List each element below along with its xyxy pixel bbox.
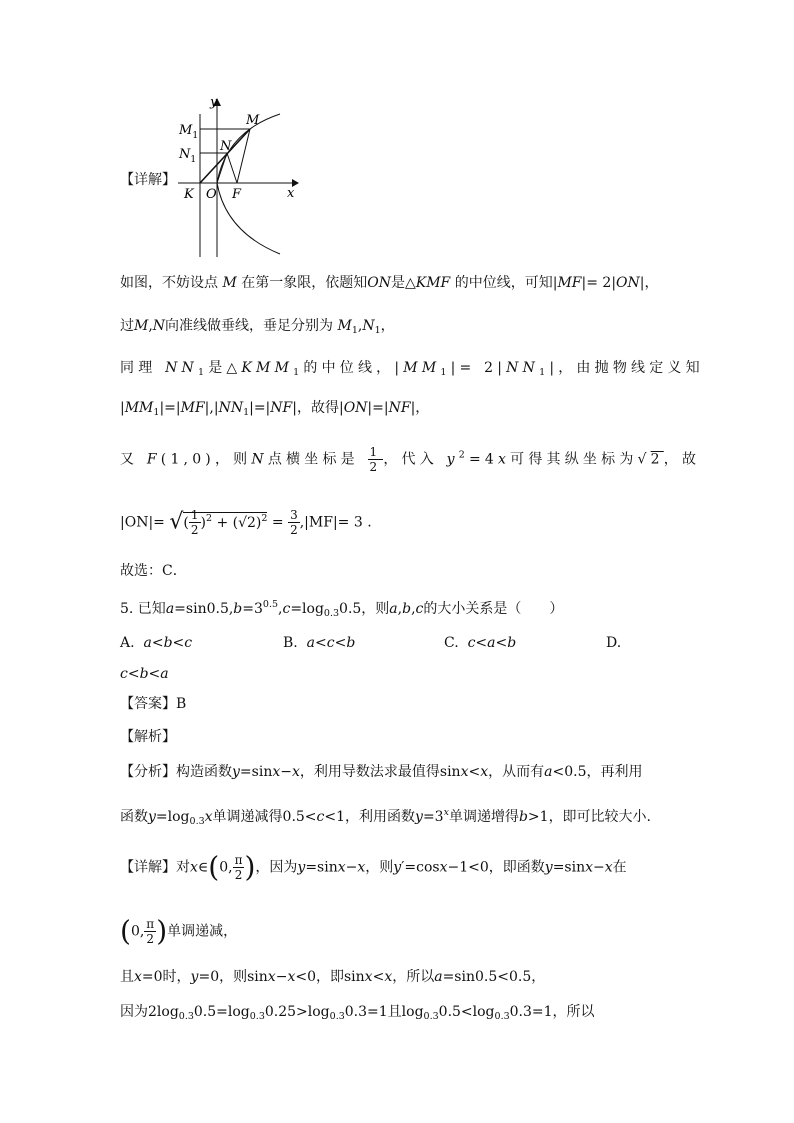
text-line-5: 又 F(1,0)，则N点横坐标是 $\frac{1}{2}$ ，代入 $y^2=4x$可得其纵坐标为√2，故 — [120, 445, 701, 474]
xiangjie-line-3: 且x=0时，y=0，则sinx−x<0，即sinx<x，所以a=sin0.5<0.5， — [120, 969, 546, 985]
option-a: A. a<b<c — [120, 635, 193, 651]
line-NF — [227, 153, 237, 183]
text-line-1: 如图，不妨设点 M 在第一象限，依题知ON是△KMF 的中位线，可知|MF|= 2|ON|， — [120, 275, 659, 291]
analysis-label: 【解析】 — [120, 729, 176, 745]
text-line-6: |ON|= √( $\frac{1}{2}$ )$^2 + (√2)^2$ = $\frac{3}{2}$ ,|MF|= 3 . — [120, 508, 372, 537]
option-b: B. a<c<b — [283, 635, 356, 651]
label-N: N — [220, 139, 232, 154]
text-line-3: 同理 $NN_1$是$\triangle KMM_1$的中位线，$|MM_1|= 2|NN_1|$，由抛物线定义知 — [120, 360, 704, 378]
line-ON — [217, 153, 227, 183]
label-O: O — [206, 187, 217, 202]
fenxi-line-1: 【分析】构造函数y=sinx−x，利用导数法求最值得sinx<x，从而有a<0.5，再利用 — [120, 764, 643, 780]
xiangjie-label: 【详解】 — [120, 172, 176, 188]
line-KM — [200, 129, 250, 183]
label-M1: $M_1$ — [179, 123, 199, 141]
label-N1: $N_1$ — [179, 147, 197, 165]
label-F: F — [232, 187, 242, 202]
xiangjie-line-2: (0, $\frac{\pi}{2}$ )单调递减， — [120, 914, 238, 948]
label-K: K — [184, 187, 194, 202]
xiangjie-line-1: 【详解】对x∈(0, $\frac{\pi}{2}$ )，因为y=sinx−x，则y′=cosx−1<0，即函数y=sinx−x在 — [120, 850, 627, 884]
xiangjie-line-4: 因为$2\log_{0.3}0.5=\log_{0.3}0.25>\log_{0.3}0.3=1$且$\log_{0.3}0.5<\log_{0.3}0.3=1$，所以 — [120, 1004, 595, 1022]
conclusion: 故选：C． — [120, 563, 187, 579]
option-c: C. c<a<b — [444, 635, 517, 651]
label-x: x — [287, 186, 295, 201]
option-d: D. — [606, 635, 622, 651]
option-d-content: c<b<a — [120, 666, 169, 682]
label-y: y — [210, 95, 218, 110]
answer: 【答案】B — [120, 696, 187, 712]
parabola-figure — [170, 92, 350, 262]
label-M: M — [246, 113, 260, 128]
q5-stem: 5. 已知$a=\sin 0.5,b=3^{0.5},c=\log_{0.3}0.5$，则a,b,c的大小关系是（ ） — [120, 599, 564, 619]
text-line-2: 过M,N向准线做垂线，垂足分别为 $M_1,N_1$， — [120, 318, 395, 336]
text-line-4: $|MM_1|=|MF|,|NN_1|=|NF|$，故得|ON|=|NF|， — [120, 400, 430, 418]
fenxi-line-2: 函数$y=\log_{0.3}x$单调递减得0.5<c<1，利用函数$y=3^x$单调递增得b>1，即可比较大小. — [120, 807, 652, 827]
